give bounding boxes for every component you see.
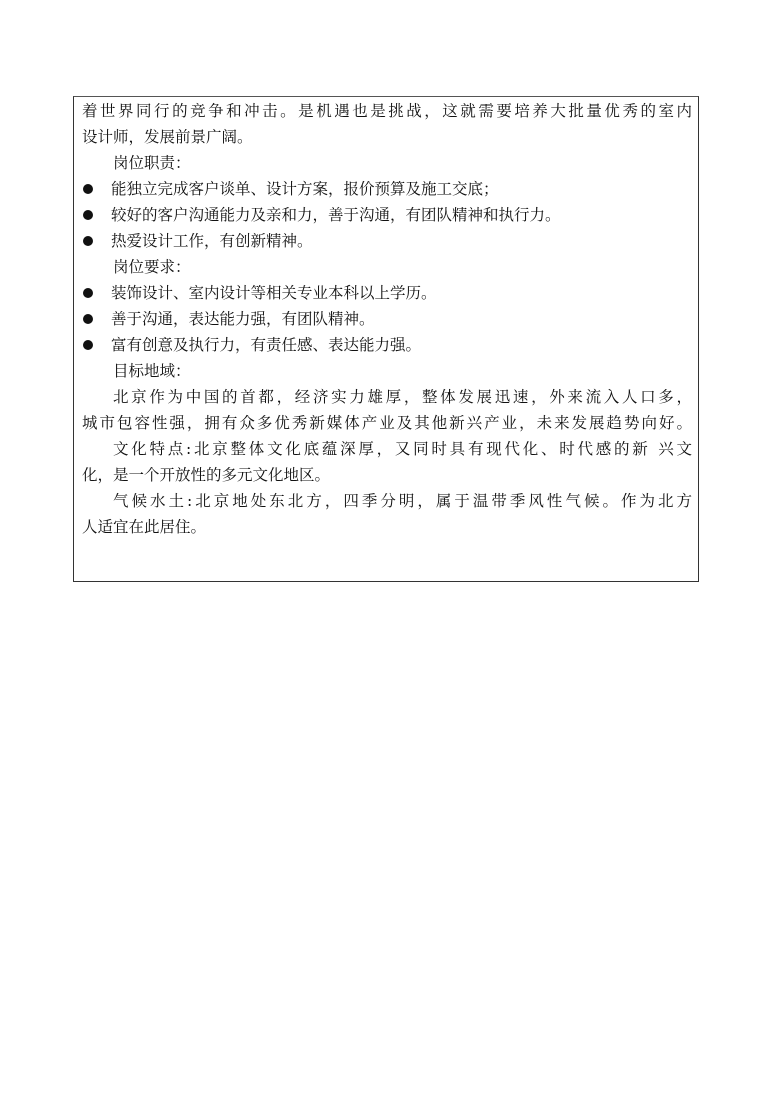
requirement-item-text: 富有创意及执行力，有责任感、表达能力强。 xyxy=(111,336,422,354)
region-para-line-1: 北京作为中国的首都，经济实力雄厚，整体发展迅速，外来流入人口多， xyxy=(113,388,692,406)
requirements-heading: 岗位要求： xyxy=(113,258,191,276)
requirement-item-text: 装饰设计、室内设计等相关专业本科以上学历。 xyxy=(111,284,437,302)
requirement-item-3 xyxy=(82,332,692,358)
duty-item-text: 热爱设计工作，有创新精神。 xyxy=(111,232,313,250)
duty-item-1 xyxy=(82,176,692,202)
bullet-icon xyxy=(83,340,93,350)
bullet-icon xyxy=(83,288,93,298)
bullet-icon xyxy=(83,314,93,324)
requirement-item-text: 善于沟通，表达能力强，有团队精神。 xyxy=(111,310,375,328)
climate-line-2: 人适宜在此居住。 xyxy=(82,518,207,536)
culture-line-2: 化，是一个开放性的多元文化地区。 xyxy=(82,466,331,484)
intro-line-2: 设计师，发展前景广阔。 xyxy=(82,128,253,146)
duty-item-3 xyxy=(82,228,692,254)
bullet-icon xyxy=(83,184,93,194)
requirement-item-1 xyxy=(82,280,692,306)
climate-line-1: 气候水土:北京地处东北方，四季分明，属于温带季风性气候。作为北方 xyxy=(113,492,692,510)
region-para-line-2: 城市包容性强，拥有众多优秀新媒体产业及其他新兴产业，未来发展趋势向好。 xyxy=(82,414,692,432)
region-heading: 目标地域： xyxy=(113,362,191,380)
bullet-icon xyxy=(83,236,93,246)
culture-line-1: 文化特点:北京整体文化底蕴深厚，又同时具有现代化、时代感的新 兴文 xyxy=(113,440,692,458)
document-body xyxy=(82,98,692,540)
intro-line-1: 着世界同行的竞争和冲击。是机遇也是挑战，这就需要培养大批量优秀的室内 xyxy=(82,102,692,120)
duty-item-text: 能独立完成客户谈单、设计方案，报价预算及施工交底； xyxy=(111,180,499,198)
requirement-item-2 xyxy=(82,306,692,332)
duty-item-2 xyxy=(82,202,692,228)
bullet-icon xyxy=(83,210,93,220)
duties-heading: 岗位职责： xyxy=(113,154,191,172)
duty-item-text: 较好的客户沟通能力及亲和力，善于沟通，有团队精神和执行力。 xyxy=(111,206,561,224)
